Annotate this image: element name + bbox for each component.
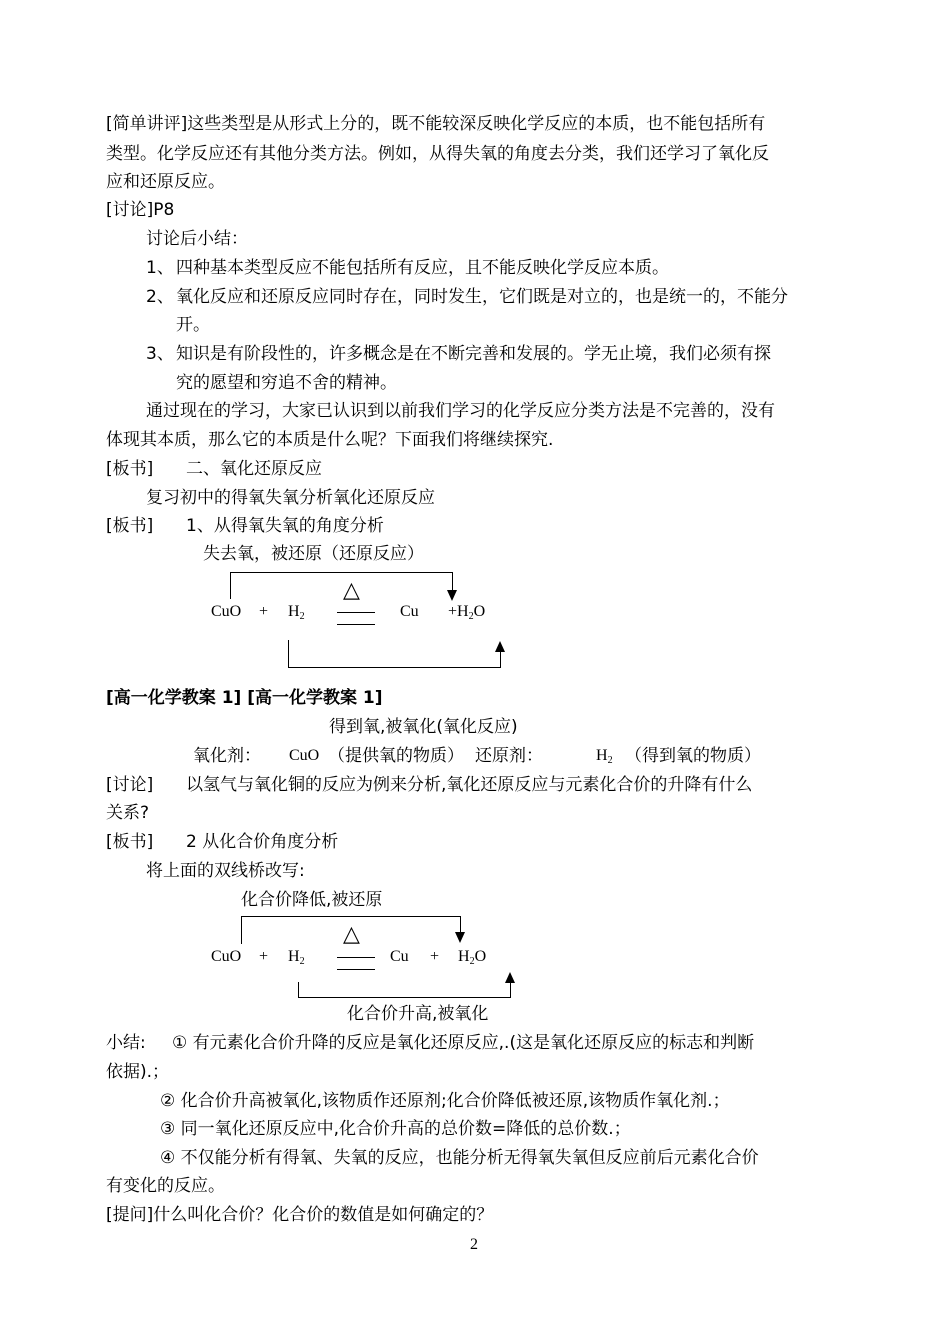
equal-line bbox=[337, 612, 375, 613]
bridge-line bbox=[288, 640, 289, 667]
paragraph-line: 体现其本质，那么它的本质是什么呢？下面我们将继续探究. bbox=[106, 430, 554, 450]
bridge-line bbox=[230, 572, 231, 599]
bridge-line bbox=[288, 667, 501, 668]
oxidant-label: 氧化剂： bbox=[193, 746, 261, 766]
arrow-down-icon bbox=[447, 590, 457, 601]
formula-cu: Cu bbox=[400, 603, 419, 620]
board-heading: 二、氧化还原反应 bbox=[186, 459, 322, 479]
summary-intro: 讨论后小结： bbox=[146, 229, 248, 249]
reductant-formula: $H_2$ bbox=[596, 747, 613, 766]
bridge-line bbox=[500, 652, 501, 667]
oxidant-formula: CuO bbox=[289, 747, 320, 764]
point-text: 究的愿望和穷追不舍的精神。 bbox=[176, 373, 397, 393]
board-heading: 1、从得氧失氧的角度分析 bbox=[186, 516, 384, 536]
formula-h2o: $H_2O$ bbox=[458, 948, 487, 967]
bridge-line bbox=[460, 916, 461, 933]
bridge-line bbox=[241, 916, 242, 944]
formula-cuo: CuO bbox=[211, 948, 242, 965]
summary-item: ④ 不仅能分析有得氧、失氧的反应，也能分析无得氧失氧但反应前后元素化合价 bbox=[160, 1148, 759, 1168]
paragraph-line: 应和还原反应。 bbox=[106, 172, 225, 192]
discuss-tag: [讨论] bbox=[106, 775, 154, 795]
paragraph-line: 通过现在的学习，大家已认识到以前我们学习的化学反应分类方法是不完善的，没有 bbox=[146, 401, 775, 421]
reductant-label: 还原剂： bbox=[475, 746, 543, 766]
paragraph-line: 类型。化学反应还有其他分类方法。例如，从得失氧的角度去分类，我们还学习了氧化反 bbox=[106, 144, 769, 164]
paragraph-line: [简单讲评]这些类型是从形式上分的，既不能较深反映化学反应的本质，也不能包括所有 bbox=[106, 114, 766, 134]
board-tag: [板书] bbox=[106, 459, 154, 479]
bridge-line bbox=[298, 997, 511, 998]
summary-item: ② 化合价升高被氧化,该物质作还原剂;化合价降低被还原,该物质作氧化剂.； bbox=[160, 1091, 730, 1111]
point-number: 1、 bbox=[146, 258, 174, 278]
paragraph-line: 关系? bbox=[106, 803, 150, 823]
oxidant-desc: （提供氧的物质） bbox=[328, 746, 464, 766]
summary-tag: 小结: bbox=[106, 1033, 146, 1053]
bridge-top-label: 化合价降低,被还原 bbox=[241, 890, 383, 910]
equal-line bbox=[337, 969, 375, 970]
bridge-bottom-label: 化合价升高,被氧化 bbox=[347, 1004, 489, 1024]
point-text: 氧化反应和还原反应同时存在，同时发生，它们既是对立的，也是统一的，不能分 bbox=[176, 287, 788, 307]
equal-line bbox=[337, 624, 375, 625]
board-heading: 2 从化合价角度分析 bbox=[186, 832, 339, 852]
bridge-line bbox=[452, 572, 453, 590]
heat-triangle-icon: △ bbox=[343, 921, 360, 946]
bridge-line bbox=[510, 983, 511, 997]
board-tag: [板书] bbox=[106, 832, 154, 852]
arrow-down-icon bbox=[455, 932, 465, 943]
plus-sign: + bbox=[259, 603, 269, 620]
board-tag: [板书] bbox=[106, 516, 154, 536]
point-text: 开。 bbox=[176, 315, 210, 335]
plus-sign: + bbox=[430, 948, 440, 965]
discussion-heading: [讨论]P8 bbox=[106, 200, 175, 220]
point-number: 3、 bbox=[146, 344, 174, 364]
equal-line bbox=[337, 957, 375, 958]
point-text: 四种基本类型反应不能包括所有反应，且不能反映化学反应本质。 bbox=[176, 258, 669, 278]
summary-item: ③ 同一氧化还原反应中,化合价升高的总价数=降低的总价数.； bbox=[160, 1119, 631, 1139]
rewrite-line: 将上面的双线桥改写: bbox=[146, 861, 305, 881]
formula-cu: Cu bbox=[390, 948, 409, 965]
summary-item: ① 有元素化合价升降的反应是氧化还原反应,.(这是氧化还原反应的标志和判断 bbox=[172, 1033, 755, 1053]
reductant-desc: （得到氧的物质） bbox=[625, 746, 761, 766]
bridge-bottom-label: 得到氧,被氧化(氧化反应) bbox=[329, 717, 518, 737]
bridge-line bbox=[241, 916, 461, 917]
header-repeat: [高一化学教案 1] [高一化学教案 1] bbox=[106, 688, 383, 708]
formula-h2o: $+H_2O$ bbox=[448, 603, 486, 622]
formula-cuo: CuO bbox=[211, 603, 242, 620]
bridge-line bbox=[298, 982, 299, 997]
question-line: [提问]什么叫化合价？化合价的数值是如何确定的？ bbox=[106, 1205, 494, 1225]
bridge-top-label: 失去氧，被还原（还原反应） bbox=[203, 544, 424, 564]
formula-h2: $H_2$ bbox=[288, 948, 305, 967]
formula-h2: $H_2$ bbox=[288, 603, 305, 622]
summary-item: 有变化的反应。 bbox=[106, 1176, 225, 1196]
point-text: 知识是有阶段性的，许多概念是在不断完善和发展的。学无止境，我们必须有探 bbox=[176, 344, 771, 364]
heat-triangle-icon: △ bbox=[343, 577, 360, 602]
bridge-line bbox=[230, 572, 452, 573]
plus-sign: + bbox=[259, 948, 269, 965]
paragraph-line: 以氢气与氧化铜的反应为例来分析,氧化还原反应与元素化合价的升降有什么 bbox=[186, 775, 753, 795]
summary-item: 依据).； bbox=[106, 1062, 170, 1082]
review-line: 复习初中的得氧失氧分析氧化还原反应 bbox=[146, 488, 435, 508]
page-number: 2 bbox=[470, 1236, 478, 1253]
arrow-up-icon bbox=[495, 641, 505, 652]
point-number: 2、 bbox=[146, 287, 174, 307]
arrow-up-icon bbox=[505, 972, 515, 983]
